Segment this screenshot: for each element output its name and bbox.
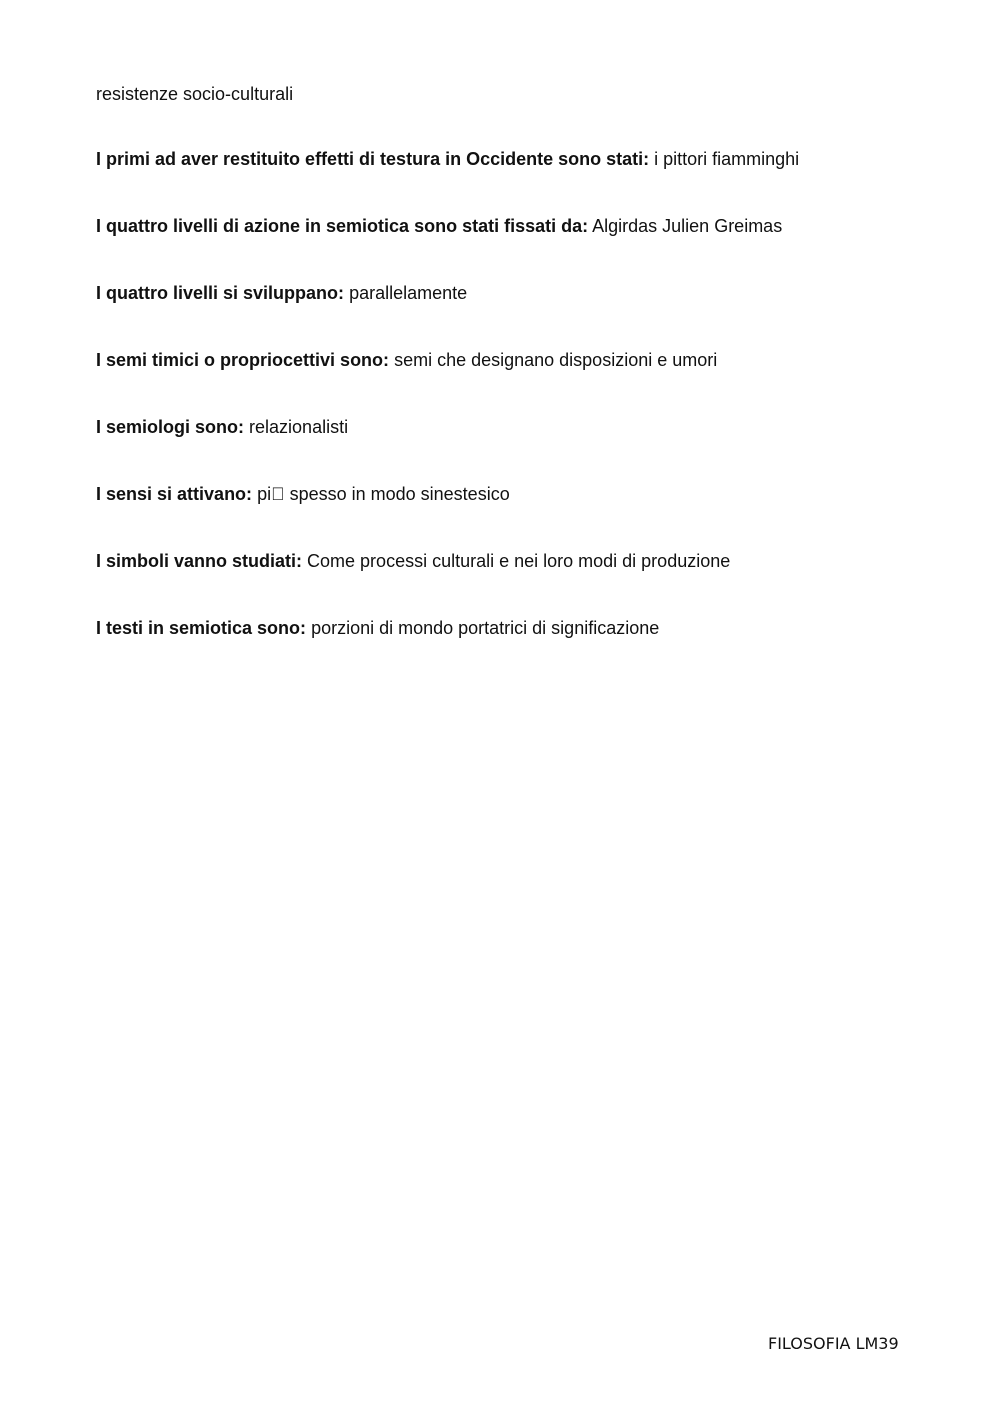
continuation-text: resistenze socio-culturali — [96, 84, 294, 104]
answer-text: Come processi culturali e nei loro modi di produzione — [307, 551, 731, 571]
qa-item — [96, 416, 976, 483]
page-footer: FILOSOFIA LM39 — [768, 1334, 899, 1353]
qa-item — [96, 617, 976, 684]
qa-list — [96, 148, 976, 684]
answer-text: semi che designano disposizioni e umori — [394, 350, 718, 370]
qa-item — [96, 349, 976, 416]
qa-item — [96, 148, 976, 215]
question-text: I testi in semiotica sono: — [96, 618, 307, 638]
qa-item — [96, 550, 976, 617]
qa-item — [96, 215, 976, 282]
qa-item — [96, 282, 976, 349]
question-text: I semiologi sono: — [96, 417, 245, 437]
answer-text: porzioni di mondo portatrici di significazione — [311, 618, 660, 638]
answer-text: relazionalisti — [249, 417, 349, 437]
question-text: I primi ad aver restituito effetti di testura in Occidente sono stati: — [96, 149, 650, 169]
question-text: I semi timici o propriocettivi sono: — [96, 350, 390, 370]
question-text: I quattro livelli di azione in semiotica sono stati fissati da: — [96, 216, 589, 236]
answer-text: Algirdas Julien Greimas — [592, 216, 783, 236]
answer-text: i pittori fiamminghi — [654, 149, 800, 169]
question-text: I quattro livelli si sviluppano: — [96, 283, 345, 303]
question-text: I simboli vanno studiati: — [96, 551, 303, 571]
answer-text: pi  spesso in modo sinestesico — [257, 484, 510, 504]
question-text: I sensi si attivano: — [96, 484, 253, 504]
qa-item — [96, 483, 976, 550]
answer-text: parallelamente — [349, 283, 468, 303]
